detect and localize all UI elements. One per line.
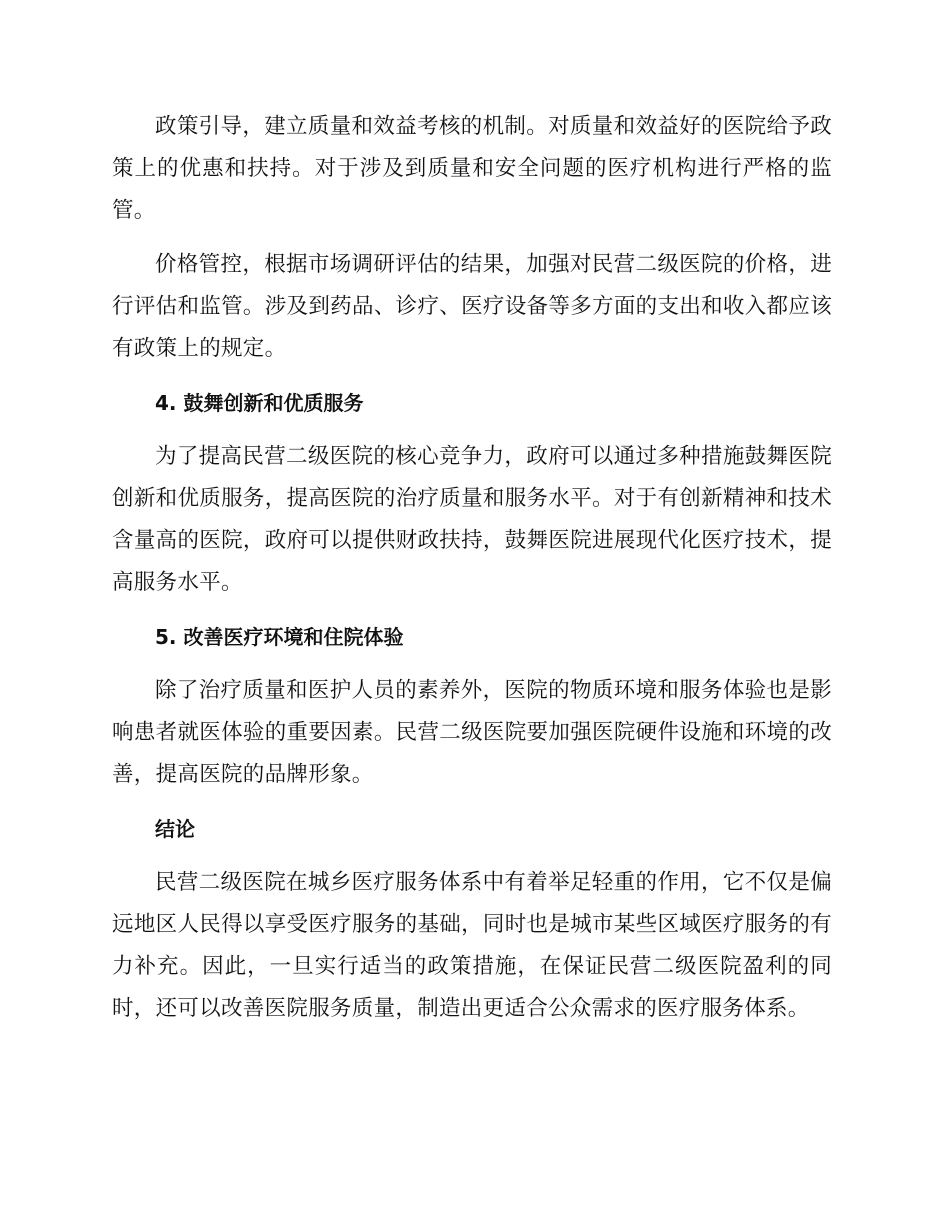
section-heading-conclusion: 结论 (155, 817, 195, 841)
paragraph-environment: 除了治疗质量和医护人员的素养外，医院的物质环境和服务体验也是影响患者就医体验的重要因素。民营二级医院要加强医院硬件设施和环境的改善，提高医院的品牌形象。 (112, 678, 832, 787)
section-heading-innovation: 4. 鼓舞创新和优质服务 (155, 391, 364, 415)
paragraph-innovation: 为了提高民营二级医院的核心竞争力，政府可以通过多种措施鼓舞医院创新和优质服务，提高医院的治疗质量和服务水平。对于有创新精神和技术含量高的医院，政府可以提供财政扶持，鼓舞医院进展现代化医疗技术，提高服务水平。 (112, 444, 832, 595)
paragraph-policy-guidance: 政策引导，建立质量和效益考核的机制。对质量和效益好的医院给予政策上的优惠和扶持。对于涉及到质量和安全问题的医疗机构进行严格的监管。 (112, 114, 832, 223)
document-page (112, 106, 832, 1042)
section-heading-environment: 5. 改善医疗环境和住院体验 (155, 625, 404, 649)
paragraph-conclusion: 民营二级医院在城乡医疗服务体系中有着举足轻重的作用，它不仅是偏远地区人民得以享受医疗服务的基础，同时也是城市某些区域医疗服务的有力补充。因此，一旦实行适当的政策措施，在保证民营二级医院盈利的同时，还可以改善医院服务质量，制造出更适合公众需求的医疗服务体系。 (112, 870, 832, 1021)
paragraph-price-control: 价格管控，根据市场调研评估的结果，加强对民营二级医院的价格，进行评估和监管。涉及到药品、诊疗、医疗设备等多方面的支出和收入都应该有政策上的规定。 (112, 252, 832, 361)
